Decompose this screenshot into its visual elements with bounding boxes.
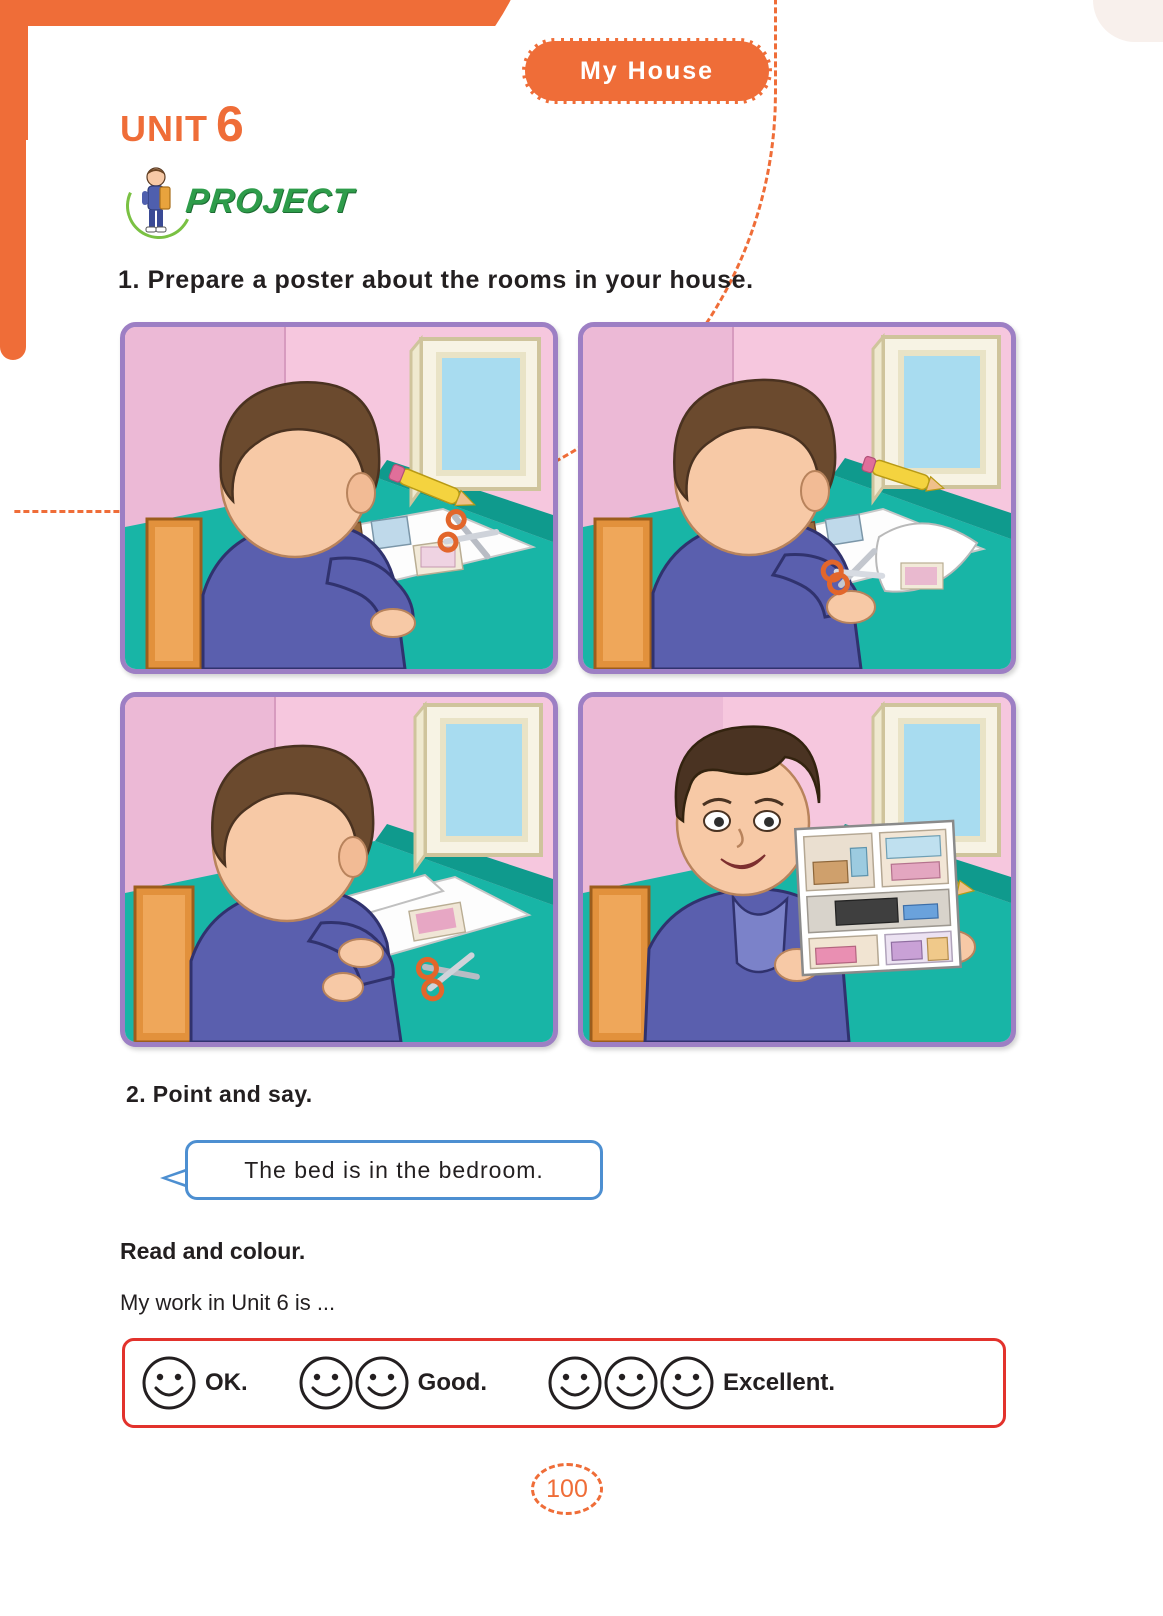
unit-label xyxy=(120,95,245,153)
page-number: 100 xyxy=(531,1463,603,1515)
smiley-face-icon xyxy=(298,1355,354,1411)
unit-banner-title: My House xyxy=(579,56,715,85)
assessment-level-excellent[interactable] xyxy=(547,1355,861,1411)
assessment-label-excellent: Excellent. xyxy=(723,1369,836,1396)
comic-panel-3 xyxy=(120,692,558,1047)
smiley-face-icon xyxy=(603,1355,659,1411)
assessment-level-good[interactable] xyxy=(298,1355,513,1411)
kid-illustration-icon xyxy=(134,167,178,235)
comic-panel-2 xyxy=(578,322,1016,674)
task-2-text: Point and say. xyxy=(152,1081,313,1107)
assessment-label-ok: OK. xyxy=(205,1369,248,1396)
smiley-face-icon xyxy=(659,1355,715,1411)
speech-bubble-text: The bed is in the bedroom. xyxy=(244,1156,544,1183)
smiley-face-icon xyxy=(354,1355,410,1411)
assessment-level-ok[interactable] xyxy=(141,1355,274,1411)
top-right-corner-decoration xyxy=(1093,0,1163,42)
project-heading xyxy=(120,165,354,237)
unit-banner xyxy=(522,38,772,104)
project-label: PROJECT xyxy=(184,181,356,220)
task-1-instruction: 1. Prepare a poster about the rooms in your house. xyxy=(118,266,754,294)
smiley-face-icon xyxy=(141,1355,197,1411)
task-2-number: 2. xyxy=(126,1081,146,1107)
speech-bubble xyxy=(185,1140,603,1200)
unit-word: UNIT xyxy=(120,108,208,149)
smiley-face-icon xyxy=(547,1355,603,1411)
comic-panel-4 xyxy=(578,692,1016,1047)
unit-number: 6 xyxy=(216,96,245,152)
my-work-text: My work in Unit 6 is ... xyxy=(120,1290,336,1315)
assessment-label-good: Good. xyxy=(417,1369,487,1396)
read-and-colour-heading: Read and colour. xyxy=(120,1238,306,1264)
task-2-instruction xyxy=(126,1081,313,1108)
self-assessment-box xyxy=(122,1338,1006,1428)
comic-panel-1 xyxy=(120,322,558,674)
